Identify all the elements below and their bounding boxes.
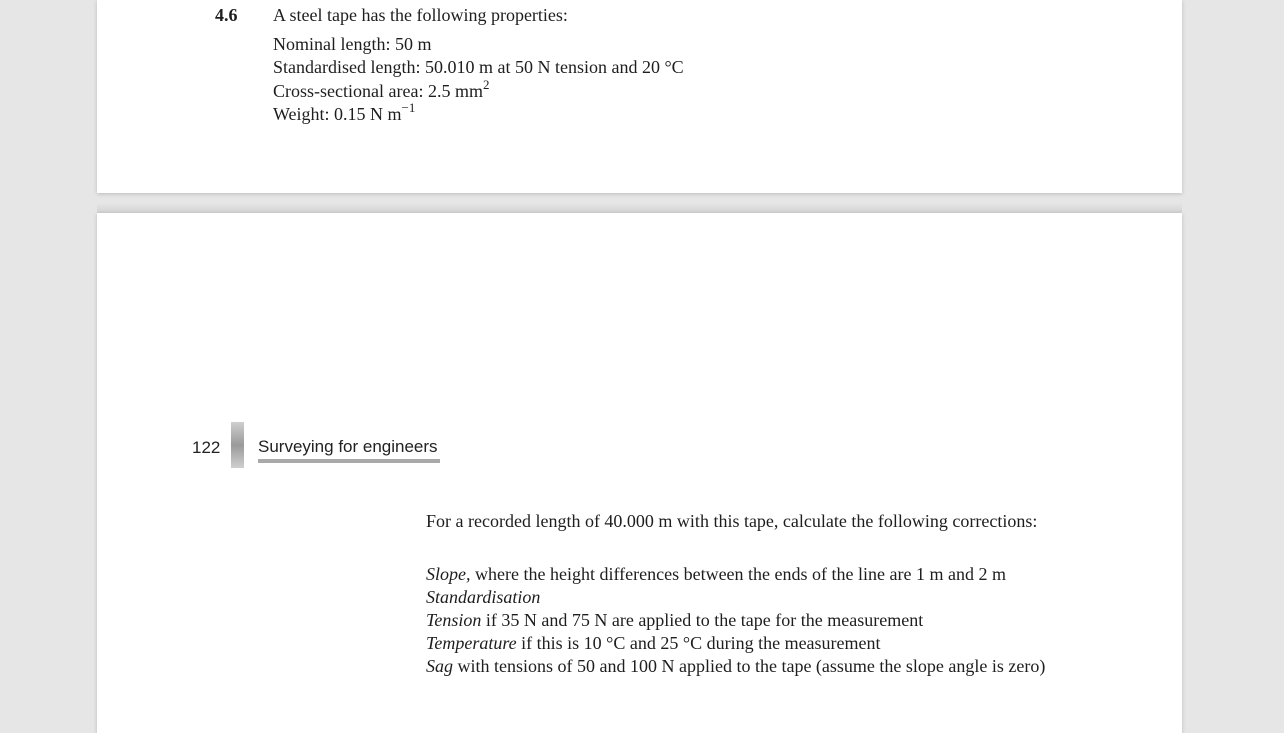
correction-description: if this is 10 °C and 25 °C during the measurement bbox=[516, 633, 881, 653]
correction-description: if 35 N and 75 N are applied to the tape for the measurement bbox=[481, 610, 924, 630]
page-gap bbox=[97, 203, 1182, 213]
property-item bbox=[273, 56, 684, 79]
property-superscript: −1 bbox=[401, 99, 416, 115]
property-item bbox=[273, 99, 684, 126]
property-item bbox=[273, 76, 684, 103]
correction-item bbox=[426, 609, 1066, 632]
problem-number: 4.6 bbox=[215, 5, 238, 25]
problem-intro: A steel tape has the following properties: bbox=[273, 5, 568, 25]
page-top bbox=[97, 0, 1182, 193]
correction-term: Sag bbox=[426, 656, 453, 676]
running-header-title: Surveying for engineers bbox=[258, 437, 438, 456]
correction-term: Tension bbox=[426, 610, 482, 630]
correction-item bbox=[426, 563, 1066, 586]
continuation-intro: For a recorded length of 40.000 m with this tape, calculate the following corrections: bbox=[426, 511, 1038, 531]
correction-item bbox=[426, 632, 1066, 655]
property-text: Nominal length: 50 m bbox=[273, 34, 432, 54]
property-text: Weight: 0.15 N m bbox=[273, 103, 402, 124]
correction-item bbox=[426, 586, 1066, 609]
correction-item bbox=[426, 655, 1066, 678]
correction-description: where the height differences between the ends of the line are 1 m and 2 m bbox=[470, 564, 1006, 584]
correction-term: Temperature bbox=[426, 633, 517, 653]
correction-description: with tensions of 50 and 100 N applied to the tape (assume the slope angle is zero) bbox=[453, 656, 1046, 676]
property-item bbox=[273, 33, 684, 56]
page-bottom bbox=[97, 213, 1182, 733]
correction-term: Slope, bbox=[426, 564, 471, 584]
correction-term: Standardisation bbox=[426, 587, 541, 607]
page-number: 122 bbox=[192, 438, 221, 457]
property-text: Standardised length: 50.010 m at 50 N tension and 20 °C bbox=[273, 57, 684, 78]
correction-list bbox=[426, 563, 1066, 678]
running-header-rule bbox=[258, 459, 440, 463]
header-bar bbox=[231, 422, 244, 468]
property-superscript: 2 bbox=[482, 76, 490, 92]
property-text: Cross-sectional area: 2.5 mm bbox=[273, 80, 483, 101]
property-list bbox=[273, 33, 684, 126]
